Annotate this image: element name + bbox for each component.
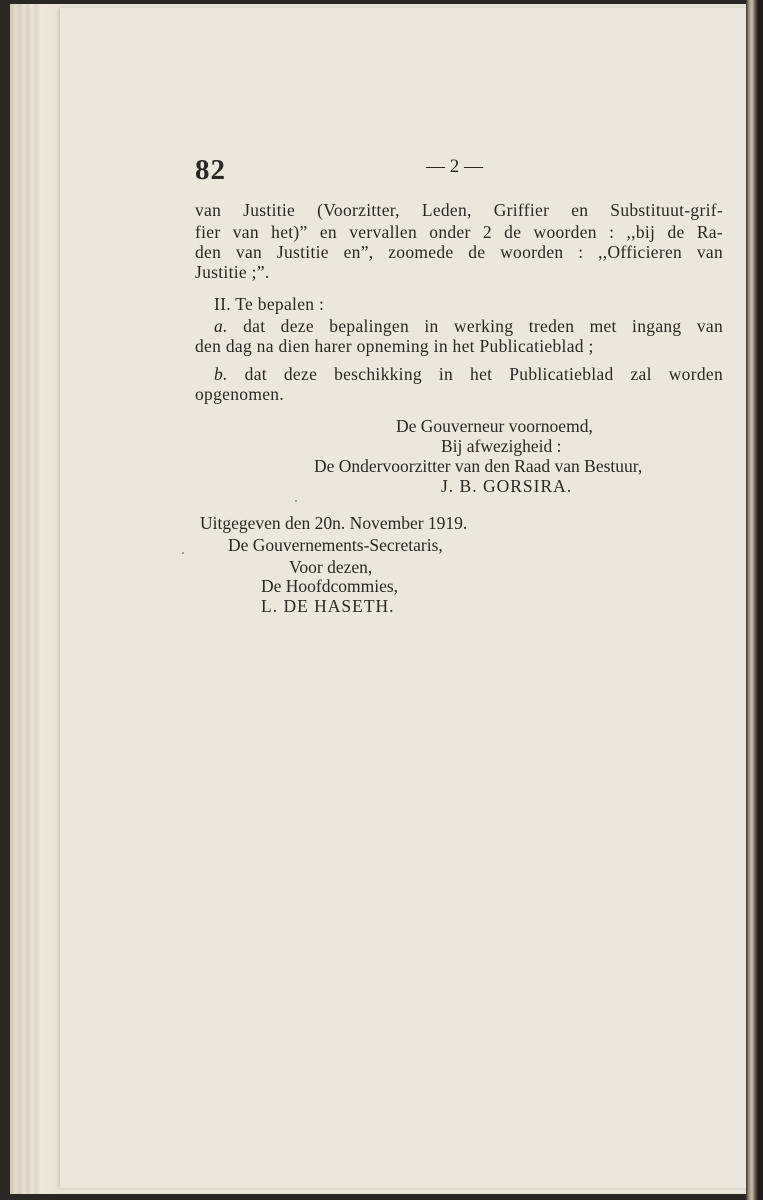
signature-absence: Bij afwezigheid : [441, 436, 562, 456]
list-item-continuation: opgenomen. [195, 384, 285, 404]
signature-title: De Gouverneur voornoemd, [396, 416, 593, 436]
section-heading: II. Te bepalen : [214, 294, 325, 314]
list-item-letter: a. [214, 316, 228, 336]
page-marker: — 2 — [426, 156, 483, 177]
publication-name: L. DE HASETH. [261, 596, 395, 616]
list-item-a [214, 318, 723, 336]
list-item-b [214, 366, 723, 384]
body-line: fier van het)” en vervallen onder 2 de woorden : ,,bij de Ra- [195, 222, 723, 242]
book-binding-edge [746, 0, 763, 1200]
body-line: van Justitie (Voorzitter, Leden, Griffier en Substituut-grif- [195, 200, 723, 220]
list-item-text: dat deze beschikking in het Publicatieblad zal worden [227, 364, 723, 384]
publication-date: Uitgegeven den 20n. November 1919. [200, 513, 468, 533]
paper-speck [295, 500, 297, 502]
document-page [60, 8, 748, 1188]
signature-role: De Ondervoorzitter van den Raad van Bestuur, [314, 456, 643, 476]
list-item-text: dat deze bepalingen in werking treden met ingang van [227, 316, 723, 336]
page-number: 82 [195, 154, 226, 186]
publication-for: Voor dezen, [289, 557, 373, 577]
paper-speck [182, 552, 184, 554]
publication-role: De Gouvernements-Secretaris, [228, 535, 443, 555]
body-line: den van Justitie en”, zoomede de woorden : ,,Officieren van [195, 242, 723, 262]
publication-clerk: De Hoofdcommies, [261, 576, 399, 596]
list-item-continuation: den dag na dien harer opneming in het Publicatieblad ; [195, 336, 594, 356]
signature-name: J. B. GORSIRA. [441, 476, 573, 496]
body-line: Justitie ;”. [195, 262, 270, 282]
list-item-letter: b. [214, 364, 228, 384]
